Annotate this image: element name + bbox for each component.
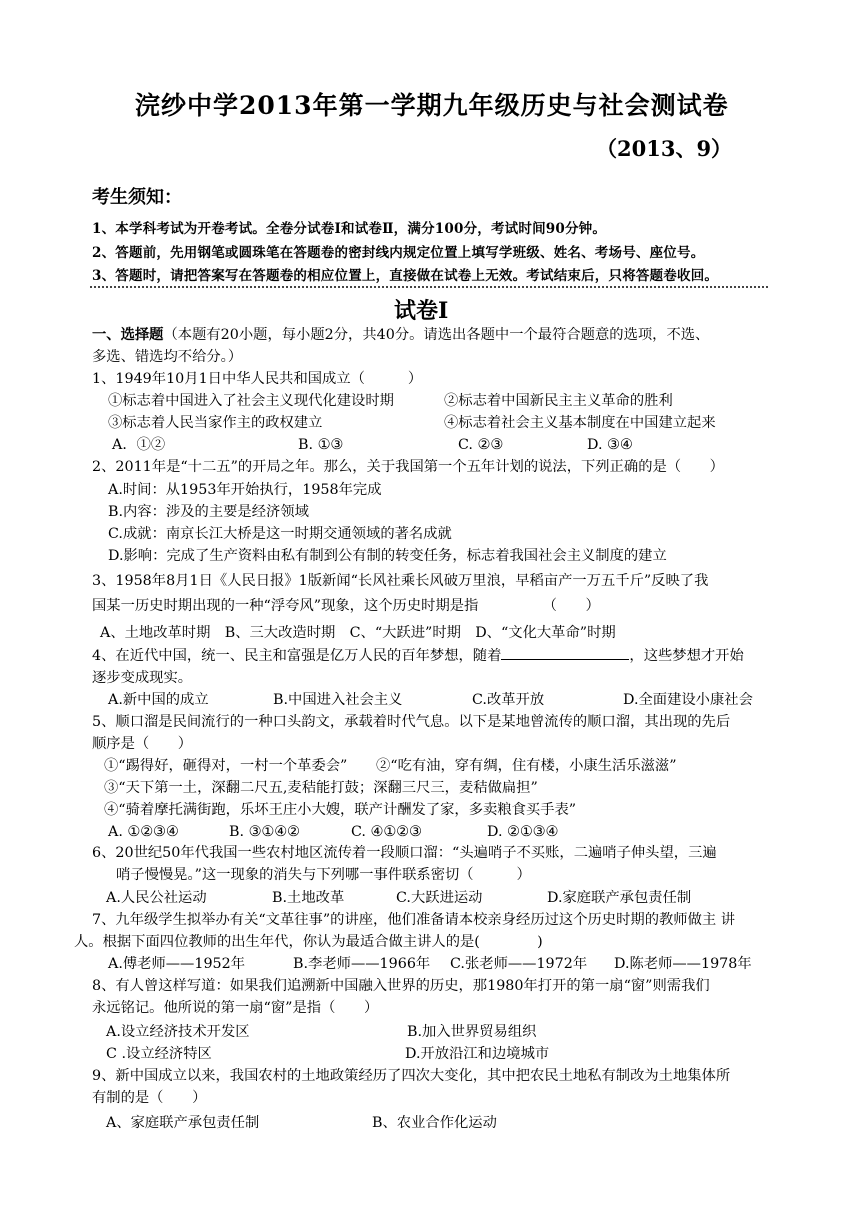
q4-option-d: D.全面建设小康社会 — [623, 692, 753, 708]
exam-date: （2013、9） — [596, 136, 733, 161]
q4-stem-text-a: 4、在近代中国，统一、民主和富强是亿万人民的百年梦想，随着 — [92, 648, 502, 664]
q1-option-d: D. ③④ — [587, 437, 633, 453]
q2-option-d: D.影响：完成了生产资料由私有制到公有制的转变任务，标志着我国社会主义制度的建立 — [108, 548, 667, 564]
q9-option-a: A、家庭联产承包责任制 — [106, 1115, 260, 1131]
q1-option-b: B. ①③ — [298, 437, 344, 453]
q4-option-b: B.中国进入社会主义 — [273, 692, 403, 708]
notice-item-3: 3、答题时，请把答案写在答题卷的相应位置上，直接做在试卷上无效。考试结束后，只将答题卷收回。 — [92, 268, 719, 284]
notice-item-2: 2、答题前，先用钢笔或圆珠笔在答题卷的密封线内规定位置上填写学班级、姓名、考场号、座位号。 — [92, 245, 705, 261]
q2-option-a: A.时间：从1953年开始执行，1958年完成 — [108, 482, 382, 498]
divider-line — [90, 286, 768, 288]
q8-option-a: A.设立经济技术开发区 — [106, 1024, 250, 1040]
answer-blank — [501, 645, 629, 660]
q6-stem-line-2: 哨子慢慢晃。”这一现象的消失与下列哪一事件联系密切（ ） — [116, 867, 531, 883]
q8-option-d: D.开放沿江和边境城市 — [405, 1046, 550, 1062]
q6-stem-line-1: 6、20世纪50年代我国一些农村地区流传着一段顺口溜：“头遍哨子不买账，二遍哨子伸头望，三遍 — [92, 845, 717, 861]
q6-option-c: C.大跃进运动 — [396, 890, 483, 906]
exam-title: 浣纱中学2013年第一学期九年级历史与社会测试卷 — [135, 91, 729, 120]
notice-item-1: 1、本学科考试为开卷考试。全卷分试卷Ⅰ和试卷Ⅱ，满分100分，考试时间90分钟。 — [92, 221, 607, 237]
q1-statement-3: ③标志着人民当家作主的政权建立 — [108, 415, 323, 431]
section-heading: 试卷Ⅰ — [394, 298, 449, 324]
section-intro — [92, 324, 709, 346]
q7-option-a: A.傅老师——1952年 — [108, 956, 246, 972]
q5-statement-4: ④“骑着摩托满街跑，乐坏王庄小大嫂，联产计酬发了家，多卖粮食买手表” — [104, 802, 577, 818]
notice-heading: 考生须知： — [92, 187, 182, 208]
q2-stem: 2、2011年是“十二五”的开局之年。那么，关于我国第一个五年计划的说法，下列正确的是（ ） — [92, 459, 724, 475]
q5-stem-line-1: 5、顺口溜是民间流行的一种口头韵文，承载着时代气息。以下是某地曾流传的顺口溜，其出现的先后 — [92, 714, 731, 730]
q1-stem: 1、1949年10月1日中华人民共和国成立（ ） — [92, 371, 423, 387]
q6-option-d: D.家庭联产承包责任制 — [547, 890, 692, 906]
q3-stem-line-2: 国某一历史时期出现的一种“浮夸风”现象，这个历史时期是指 （ ） — [92, 598, 600, 614]
q9-stem-line-2: 有制的是（ ） — [92, 1090, 207, 1106]
q7-option-d: D.陈老师——1978年 — [614, 956, 752, 972]
q4-stem-line-2: 逐步变成现实。 — [92, 670, 193, 686]
q9-stem-line-1: 9、新中国成立以来，我国农村的土地政策经历了四次大变化，其中把农民土地私有制改为土地集体所 — [92, 1068, 731, 1084]
q8-option-b: B.加入世界贸易组织 — [407, 1024, 537, 1040]
section-intro-text: （本题有20小题，每小题2分，共40分。请选出各题中一个最符合题意的选项，不选、 — [163, 327, 710, 343]
q1-statement-2: ②标志着中国新民主主义革命的胜利 — [444, 393, 673, 409]
q6-option-a: A.人民公社运动 — [106, 890, 207, 906]
q8-stem-line-1: 8、有人曾这样写道：如果我们追溯新中国融入世界的历史，那1980年打开的第一扇“窗”则需我们 — [92, 978, 710, 994]
q5-option-d: D. ②①③④ — [487, 824, 559, 840]
q9-option-b: B、农业合作化运动 — [372, 1115, 497, 1131]
q6-option-b: B.土地改革 — [272, 890, 345, 906]
q7-option-c: C.张老师——1972年 — [450, 956, 588, 972]
q7-option-b: B.李老师——1966年 — [293, 956, 431, 972]
q5-statements-1-2: ①“踢得好，砸得对，一村一个革委会” ②“吃有油，穿有绸，住有楼，小康生活乐滋滋” — [104, 758, 677, 774]
q5-stem-line-2: 顺序是（ ） — [92, 736, 193, 752]
q8-option-c: C .设立经济特区 — [106, 1046, 212, 1062]
q8-stem-line-2: 永远铭记。他所说的第一扇“窗”是指（ ） — [92, 1000, 379, 1016]
q3-options: A、土地改革时期 B、三大改造时期 C、“大跃进”时期 D、“文化大革命”时期 — [100, 625, 616, 641]
q5-option-b: B. ③①④② — [229, 824, 300, 840]
q4-option-a: A.新中国的成立 — [108, 692, 209, 708]
q7-stem-line-2: 人。根据下面四位教师的出生年代，你认为最适合做主讲人的是( ) — [74, 934, 543, 950]
section-intro-cont: 多选、错选均不给分。） — [92, 349, 243, 365]
q5-statement-3: ③“天下第一土，深翻二尺五,麦秸能打鼓；深翻三尺三，麦秸做扁担” — [104, 780, 538, 796]
q1-option-c: C. ②③ — [458, 437, 504, 453]
q1-statement-1: ①标志着中国进入了社会主义现代化建设时期 — [108, 393, 394, 409]
q5-option-c: C. ④①②③ — [351, 824, 422, 840]
q7-stem-line-1: 7、九年级学生拟举办有关“文革往事”的讲座，他们准备请本校亲身经历过这个历史时期的教师做主 讲 — [92, 912, 736, 928]
q4-option-c: C.改革开放 — [472, 692, 545, 708]
q1-option-a: A．①② — [112, 437, 166, 453]
q4-stem-text-b: ，这些梦想才开始 — [629, 648, 744, 664]
q5-option-a: A. ①②③④ — [108, 824, 179, 840]
section-intro-label: 一、选择题 — [92, 327, 164, 343]
q4-stem-line-1 — [92, 645, 744, 667]
q2-option-c: C.成就：南京长江大桥是这一时期交通领域的著名成就 — [108, 526, 452, 542]
q1-statement-4: ④标志着社会主义基本制度在中国建立起来 — [444, 415, 716, 431]
q3-stem-line-1: 3、1958年8月1日《人民日报》1版新闻“长风社乘长风破万里浪，早稻亩产一万五千斤”反映了我 — [92, 573, 709, 589]
q2-option-b: B.内容：涉及的主要是经济领域 — [108, 504, 309, 520]
